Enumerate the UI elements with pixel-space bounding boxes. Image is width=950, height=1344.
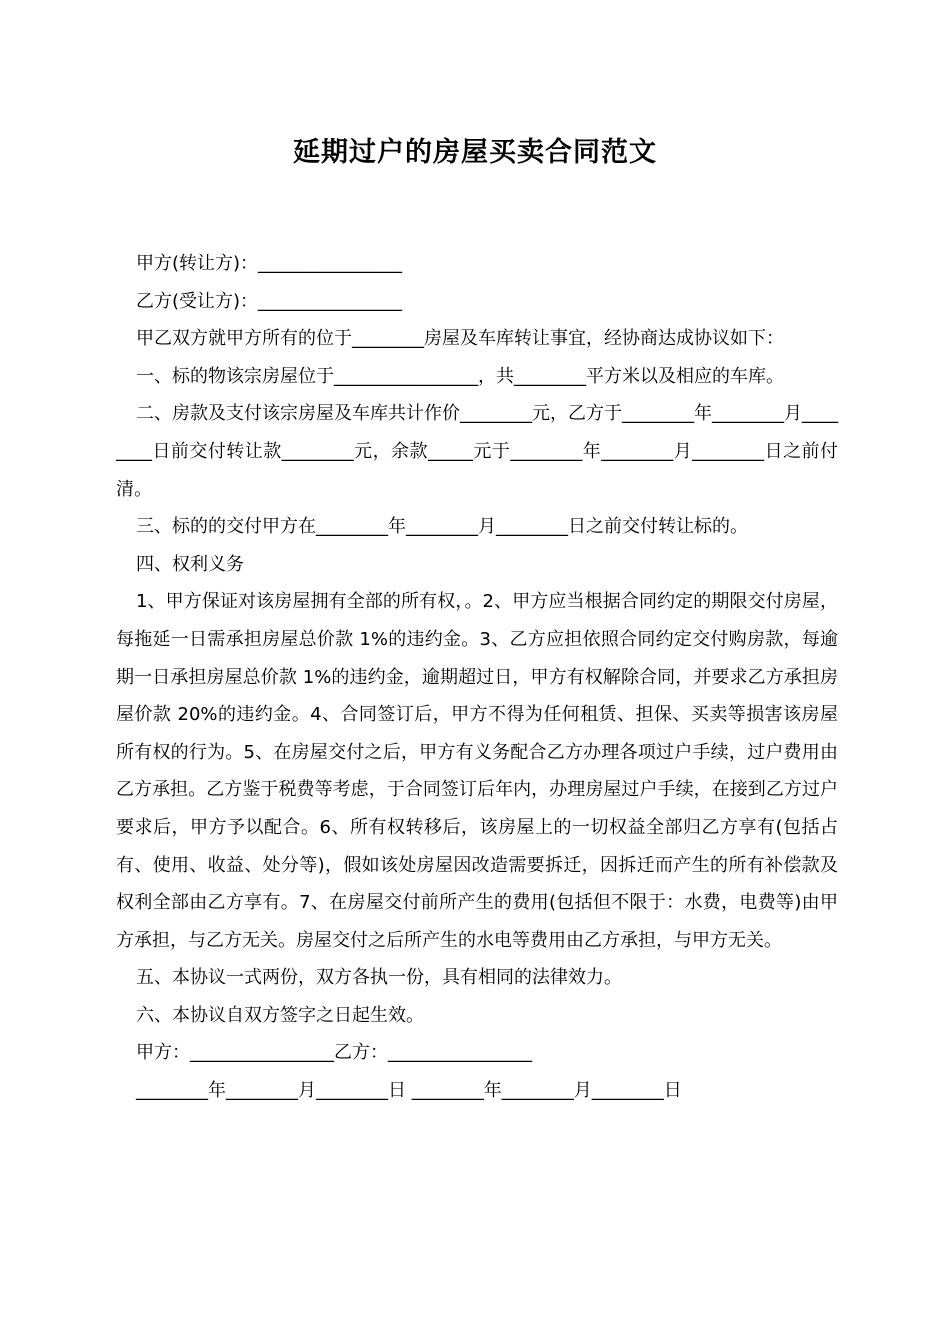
- clause-6-effective: 六、本协议自双方签字之日起生效。: [136, 1004, 424, 1026]
- document-body: [116, 245, 838, 1110]
- clause-5-copies: 五、本协议一式两份，双方各执一份，具有相同的法律效力。: [136, 967, 622, 989]
- party-b-line: 乙方(受让方)：________________: [136, 290, 403, 312]
- document-title: 延期过户的房屋买卖合同范文: [293, 137, 657, 168]
- clause-3-delivery: 三、标的的交付甲方在________年________月________日之前交付转让标的。: [136, 516, 748, 538]
- clause-4-rights-obligations: 1、甲方保证对该房屋拥有全部的所有权，。2、甲方应当根据合同约定的期限交付房屋，每拖延一日需承担房屋总价款 1%的违约金。3、乙方应担依照合同约定交付购房款，每逾期一日承担房屋总价款 1%的违约金，逾期超过日，甲方有权解除合同，并要求乙方承担房屋价款 20%的违约金。4、合同签订后，甲方不得为任何租赁、担保、买卖等损害该房屋所有权的行为。5、在房屋交付之后，甲方有义务配合乙方办理各项过户手续，过户费用由乙方承担。乙方鉴于税费等考虑，于合同签订后年内，办理房屋过户手续，在接到乙方过户要求后，甲方予以配合。6、所有权转移后，该房屋上的一切权益全部归乙方享有(包括占有、使用、收益、处分等)，假如该处房屋因改造需要拆迁，因拆迁而产生的所有补偿款及权利全部由乙方享有。7、在房屋交付前所产生的费用(包括但不限于：水费，电费等)由甲方承担，与乙方无关。房屋交付之后所产生的水电等费用由乙方承担，与甲方无关。: [116, 591, 838, 951]
- preamble-paragraph: 甲乙双方就甲方所有的位于________房屋及车库转让事宜，经协商达成协议如下：: [136, 328, 784, 350]
- clause-1-subject: 一、标的物该宗房屋位于________________，共________平方米以及相应的车库。: [136, 365, 784, 387]
- date-line: ________年________月________日 ________年________月________日: [136, 1080, 682, 1102]
- clause-4-heading: 四、权利义务: [136, 553, 244, 575]
- signature-line: 甲方：________________乙方：________________: [136, 1042, 532, 1064]
- party-a-line: 甲方(转让方)：________________: [136, 253, 403, 274]
- clause-2-payment: 二、房款及支付该宗房屋及车库共计作价________元，乙方于________年________月________日前交付转让款________元，余款_____元于________年________月________日之前付清。: [116, 403, 838, 500]
